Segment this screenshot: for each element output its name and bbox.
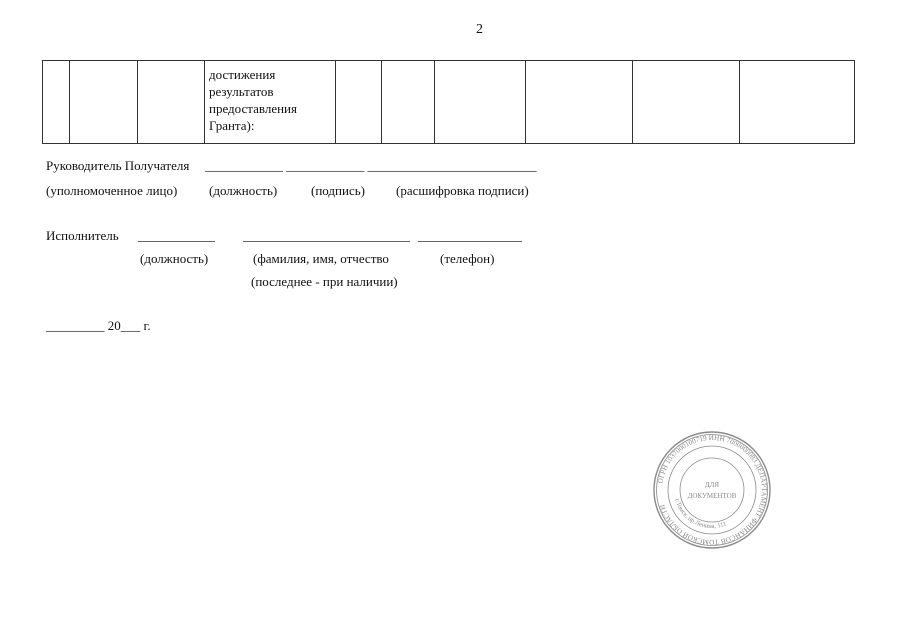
caption-position: (должность) (209, 183, 278, 198)
head-signature-blanks: ____________ ____________ __________________________ (205, 158, 537, 173)
table-cell (70, 61, 138, 144)
executor-label: Исполнитель (46, 228, 119, 243)
head-label: Руководитель Получателя (46, 158, 190, 173)
page-number: 2 (476, 22, 483, 37)
table-cell (740, 61, 855, 144)
table-cell (526, 61, 633, 144)
table-row (43, 61, 855, 144)
caption-signature: (подпись) (311, 183, 365, 198)
stamp-center-line-1: ДЛЯ (704, 481, 720, 489)
executor-caption-name-2: (последнее - при наличии) (251, 274, 398, 289)
table-cell (138, 61, 205, 144)
caption-authorized: (уполномоченное лицо) (46, 183, 178, 198)
date-line: _________ 20___ г. (46, 318, 151, 333)
caption-decode: (расшифровка подписи) (396, 183, 529, 198)
table-cell (435, 61, 526, 144)
table-cell-results: достижения результатов предоставления Гранта): (205, 61, 336, 144)
table-cell (382, 61, 435, 144)
executor-name-line (243, 241, 410, 242)
seal-stamp (652, 430, 772, 550)
continuation-table (42, 60, 855, 144)
table-cell (43, 61, 70, 144)
table-cell (633, 61, 740, 144)
stamp-outer-text: ОГРН 1037000100719 ИНН 7000000083 ДЕПАРТАМЕНТ ФИНАНСОВ ТОМСКОЙ ОБЛАСТИ (656, 433, 769, 547)
executor-phone-line (418, 241, 522, 242)
table-cell (336, 61, 382, 144)
stamp-center-line-2: ДОКУМЕНТОВ (687, 492, 737, 500)
stamp-inner-text: г.Томск, пр.Ленина, 111 (673, 498, 728, 531)
executor-position-line (138, 241, 215, 242)
executor-caption-phone: (телефон) (440, 251, 495, 266)
executor-caption-position: (должность) (140, 251, 209, 266)
executor-caption-name: (фамилия, имя, отчество (253, 251, 389, 266)
